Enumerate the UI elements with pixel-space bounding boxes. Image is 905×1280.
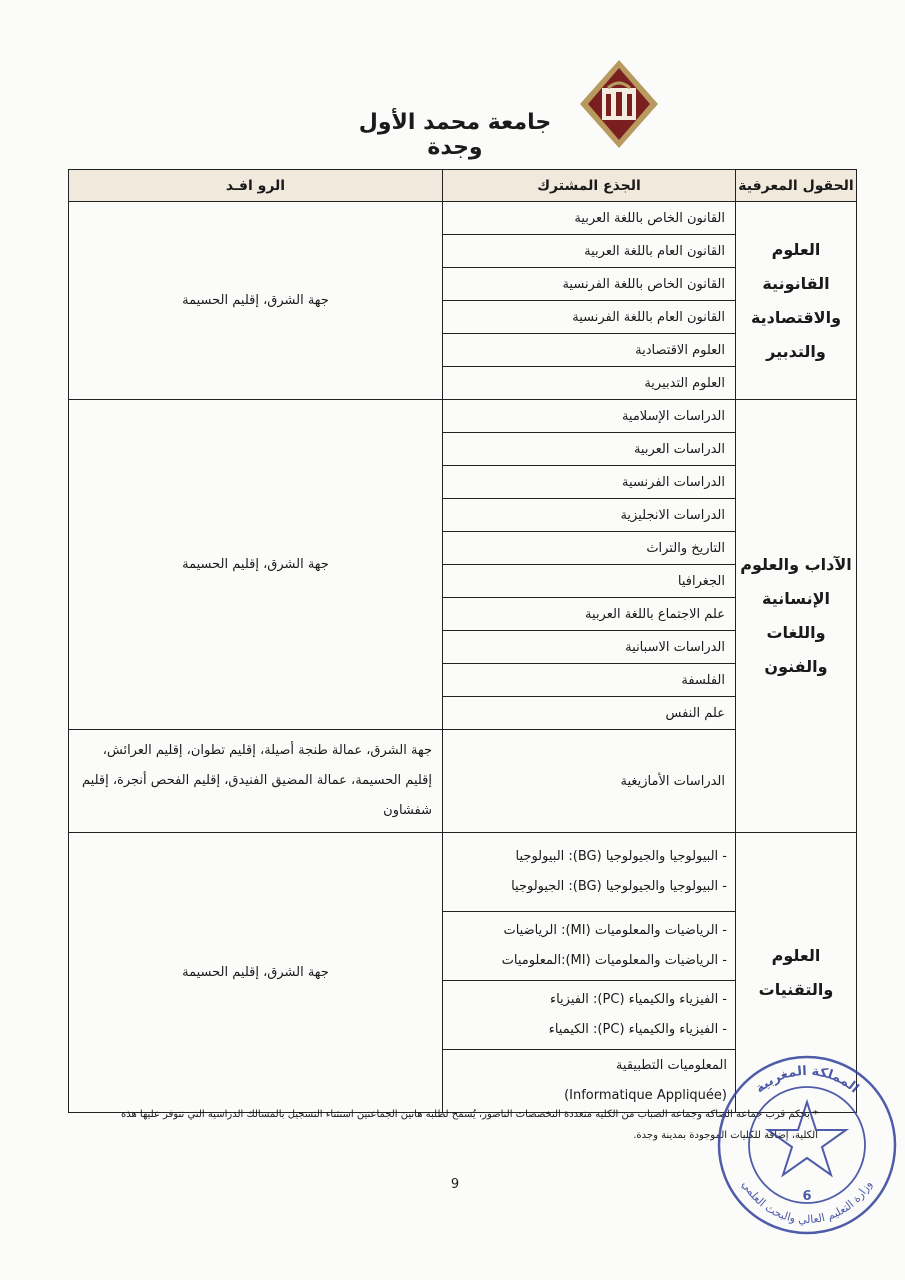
- track-cell: القانون العام باللغة الفرنسية: [443, 301, 736, 334]
- track-cell: القانون العام باللغة العربية: [443, 235, 736, 268]
- university-title: جامعة محمد الأول وجدة: [358, 110, 552, 160]
- track-line: المعلوميات التطبيقية: [615, 1058, 727, 1073]
- stamp-text-top: المملكة المغربية: [752, 1063, 862, 1097]
- track-cell: [443, 912, 736, 981]
- track-line: - البيولوجيا والجيولوجيا (BG): الجيولوجيا: [511, 879, 727, 894]
- track-cell: الفلسفة: [443, 664, 736, 697]
- field-cell: العلوم والتقنيات: [736, 833, 857, 1113]
- track-cell: القانون الخاص باللغة العربية: [443, 202, 736, 235]
- table-row: [69, 400, 857, 433]
- track-cell: العلوم الاقتصادية: [443, 334, 736, 367]
- star-icon: [768, 1102, 846, 1175]
- svg-text:المملكة المغربية: [753, 1064, 862, 1096]
- track-cell: الجغرافيا: [443, 565, 736, 598]
- field-cell: الآداب والعلوم الإنسانية واللغات والفنون: [736, 400, 857, 833]
- track-cell: القانون الخاص باللغة الفرنسية: [443, 268, 736, 301]
- track-cell: الدراسات الاسبانية: [443, 631, 736, 664]
- track-line: (Informatique Appliquée): [564, 1088, 727, 1103]
- programs-table: [68, 169, 857, 1113]
- track-cell: التاريخ والتراث: [443, 532, 736, 565]
- track-cell: علم النفس: [443, 697, 736, 730]
- track-cell-amazigh: الدراسات الأمازيغية: [443, 730, 736, 833]
- university-logo: [578, 58, 660, 150]
- table-row: [69, 202, 857, 235]
- header-field: الحقول المعرفية: [736, 170, 857, 202]
- region-cell: جهة الشرق، إقليم الحسيمة: [69, 400, 443, 730]
- region-cell: جهة الشرق، إقليم الحسيمة: [69, 833, 443, 1113]
- header-track: الجذع المشترك: [443, 170, 736, 202]
- table-row: [69, 833, 857, 912]
- region-cell-amazigh: جهة الشرق، عمالة طنجة أصيلة، إقليم تطوان، إقليم العرائش، إقليم الحسيمة، عمالة المضيق الفنيدق، إقليم الفحص أنجرة، إقليم شفشاون: [69, 730, 443, 833]
- track-line: - الفيزياء والكيمياء (PC): الكيمياء: [548, 1022, 727, 1037]
- footnote: * بحكم قرب جماعة الصاكة وجماعة الصباب من الكلية متعددة التخصصات الناضور، يُسمح لطلبة هاتين الجماعتين استثناء التسجيل بالمسالك الدراسية التي تتوفر عليها هذه الكلية، إضافة للكليات الموجودة بمدينة وجدة.: [120, 1109, 818, 1141]
- field-cell: العلوم القانونية والاقتصادية والتدبير: [736, 202, 857, 400]
- track-cell: [443, 833, 736, 912]
- region-cell: جهة الشرق، إقليم الحسيمة: [69, 202, 443, 400]
- track-cell: الدراسات العربية: [443, 433, 736, 466]
- track-cell: الدراسات الفرنسية: [443, 466, 736, 499]
- table-header-row: [69, 170, 857, 202]
- track-cell: [443, 981, 736, 1050]
- stamp-text-bottom: وزارة التعليم العالي والبحث العلمي: [739, 1178, 875, 1227]
- track-cell: علم الاجتماع باللغة العربية: [443, 598, 736, 631]
- header-regions: الرو افـد: [69, 170, 443, 202]
- stamp-number: 6: [802, 1189, 812, 1204]
- track-line: - الفيزياء والكيمياء (PC): الفيزياء: [549, 992, 727, 1007]
- track-cell: الدراسات الإسلامية: [443, 400, 736, 433]
- official-stamp: [712, 1050, 902, 1240]
- track-cell: العلوم التدبيرية: [443, 367, 736, 400]
- track-cell: الدراسات الانجليزية: [443, 499, 736, 532]
- page-number: 9: [450, 1177, 460, 1192]
- track-line: - الرياضيات والمعلوميات (MI): الرياضيات: [503, 923, 727, 938]
- track-line: - الرياضيات والمعلوميات (MI):المعلوميات: [501, 953, 727, 968]
- track-line: - البيولوجيا والجيولوجيا (BG): البيولوجيا: [515, 849, 727, 864]
